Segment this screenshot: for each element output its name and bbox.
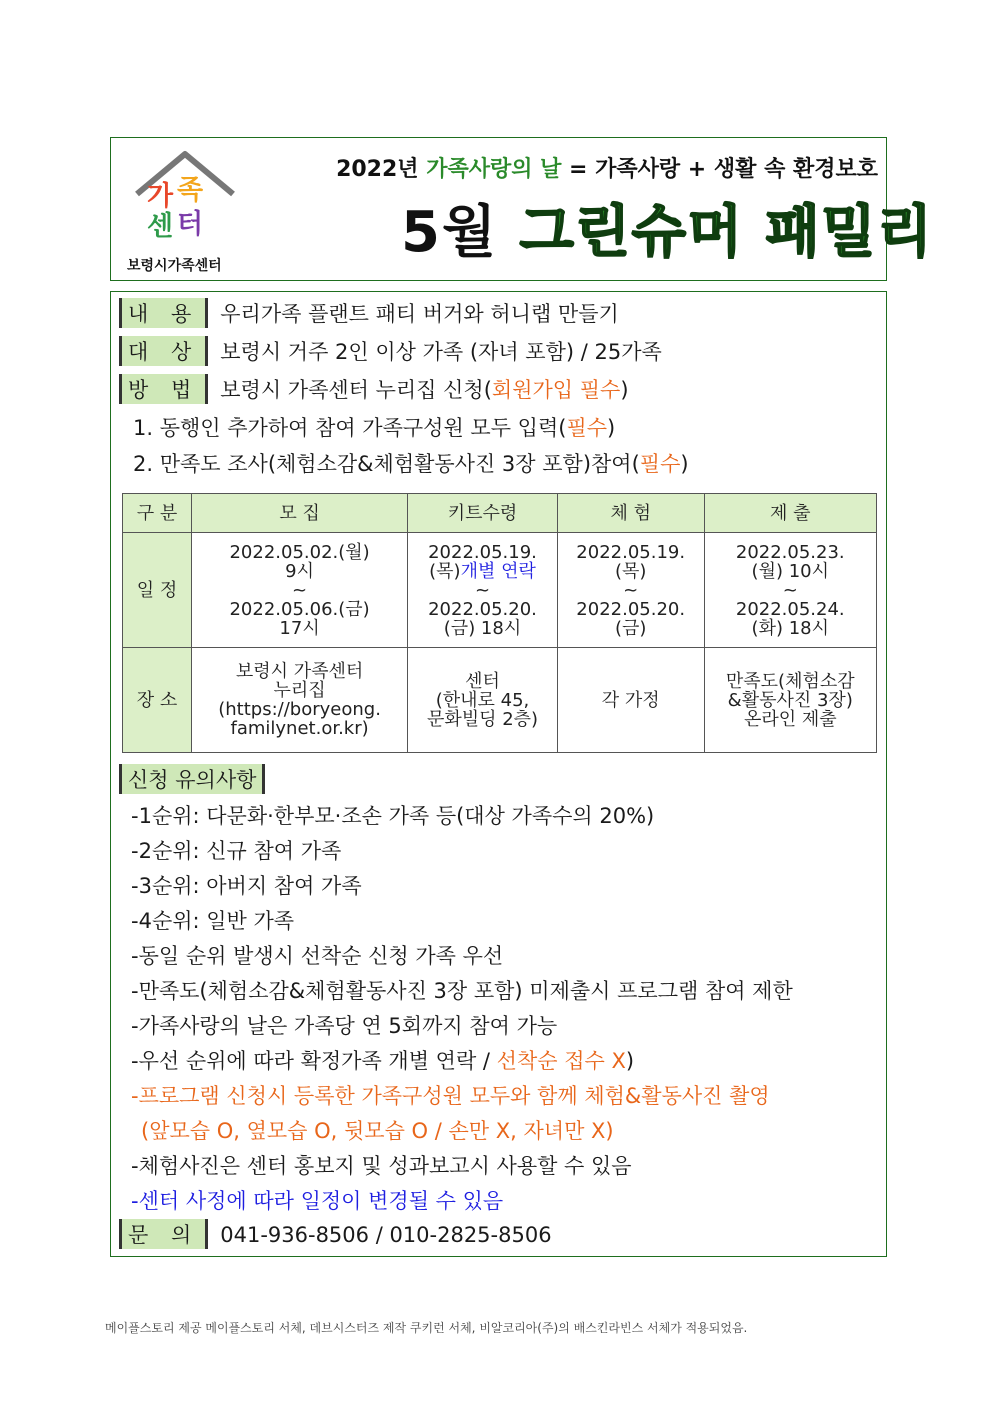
notes-tag: 신청 유의사항: [119, 764, 265, 794]
content-text: 우리가족 플랜트 패티 버거와 허니랩 만들기: [220, 302, 619, 326]
note-schedule-change: -센터 사정에 따라 일정이 변경될 수 있음: [131, 1189, 504, 1213]
place-experience: 각 가정: [557, 648, 704, 753]
table-row-place: [123, 648, 877, 753]
note-item: -만족도(체험소감&체험활동사진 3장 포함) 미제출시 프로그램 참여 제한: [131, 979, 793, 1003]
subtitle-highlight: 가족사랑의 날: [426, 157, 562, 182]
subtitle: [336, 152, 878, 183]
body-box: [110, 291, 887, 1257]
submit-end-time: (화) 18시: [751, 617, 829, 639]
schedule-kit: [408, 533, 558, 648]
contact-phones: 041-936-8506 / 010-2825-8506: [220, 1223, 552, 1247]
header-submit: 제 출: [704, 494, 876, 533]
kit-day: (목): [429, 560, 461, 582]
kit-contact-note: 개별 연락: [460, 560, 536, 582]
logo-char-1: 가: [147, 181, 174, 212]
method-suffix: ): [620, 378, 629, 402]
place-kit-line: 문화빌딩 2층): [426, 708, 539, 730]
method-row: [119, 374, 629, 404]
step1-text: 1. 동행인 추가하여 참여 가족구성원 모두 입력(: [133, 416, 567, 440]
kit-end-date: 2022.05.20.: [428, 598, 537, 620]
place-recruit-url-2: familynet.or.kr): [230, 718, 369, 739]
step2-suffix: ): [680, 452, 689, 476]
place-recruit-line: 보령시 가족센터: [235, 661, 364, 682]
note-photo-2: (앞모습 O, 옆모습 O, 뒷모습 O / 손만 X, 자녀만 X): [141, 1119, 614, 1143]
header-category: 구 분: [123, 494, 192, 533]
submit-start-time: (월) 10시: [751, 560, 829, 582]
kit-start-day: [410, 562, 555, 581]
method-text: 보령시 가족센터 누리집 신청(: [220, 378, 492, 402]
subtitle-rest: = 가족사랑 + 생활 속 환경보호: [561, 157, 878, 182]
logo-char-2: 족: [177, 175, 204, 206]
kit-start-date: 2022.05.19.: [428, 541, 537, 563]
header-recruit: 모 집: [192, 494, 408, 533]
note-item: -1순위: 다문화·한부모·조손 가족 등(대상 가족수의 20%): [131, 804, 655, 828]
recruit-end-date: 2022.05.06.(금): [229, 598, 370, 620]
contact-row: [119, 1219, 552, 1249]
place-submit: [704, 648, 876, 753]
title-main: 그린슈머 패밀리: [519, 200, 934, 265]
method-step-2: [133, 448, 689, 478]
schedule-label: 일 정: [123, 533, 192, 648]
recruit-tilde: ~: [292, 579, 308, 601]
method-tag: 방 법: [119, 374, 208, 404]
exp-tilde: ~: [623, 579, 639, 601]
recruit-start-date: 2022.05.02.(월): [229, 541, 370, 563]
exp-start-day: (목): [614, 560, 647, 582]
subtitle-year: 2022년: [336, 157, 427, 182]
schedule-experience: [557, 533, 704, 648]
schedule-table: [122, 493, 877, 753]
target-row: [119, 336, 662, 366]
recruit-end-time: 17시: [279, 617, 320, 639]
note-item: -가족사랑의 날은 가족당 연 5회까지 참여 가능: [131, 1014, 558, 1038]
table-row-schedule: [123, 533, 877, 648]
font-credit-footer: 메이플스토리 제공 메이플스토리 서체, 데브시스터즈 제작 쿠키런 서체, 비알코리아(주)의 배스킨라빈스 서체가 적용되었음.: [105, 1321, 748, 1335]
exp-start-date: 2022.05.19.: [576, 541, 686, 563]
place-recruit-line: 누리집: [273, 680, 326, 701]
kit-end-time: (금) 18시: [443, 617, 522, 639]
priority-suffix: ): [625, 1049, 635, 1073]
place-submit-line: &활동사진 3장): [727, 689, 853, 711]
method-required: 회원가입 필수: [491, 378, 621, 402]
note-photo-1: -프로그램 신청시 등록한 가족구성원 모두와 함께 체험&활동사진 촬영: [131, 1084, 770, 1108]
contact-tag: 문 의: [119, 1219, 208, 1249]
step2-required: 필수: [639, 452, 681, 476]
schedule-recruit: [192, 533, 408, 648]
title-month: 5월: [401, 200, 499, 265]
logo-char-3: 센: [147, 211, 174, 242]
content-tag: 내 용: [119, 298, 208, 328]
content-row: [119, 298, 619, 328]
priority-text: -우선 순위에 따라 확정가족 개별 연락 /: [131, 1049, 497, 1073]
exp-end-date: 2022.05.20.: [576, 598, 686, 620]
note-item: -2순위: 신규 참여 가족: [131, 839, 342, 863]
logo-char-4: 터: [177, 209, 204, 240]
submit-start-date: 2022.05.23.: [735, 541, 845, 563]
method-step-1: [133, 412, 615, 442]
step2-text: 2. 만족도 조사(체험소감&체험활동사진 3장 포함)참여(: [133, 452, 640, 476]
note-item: -3순위: 아버지 참여 가족: [131, 874, 362, 898]
note-item: -동일 순위 발생시 선착순 신청 가족 우선: [131, 944, 504, 968]
place-submit-line: 만족도(체험소감: [725, 670, 855, 692]
submit-tilde: ~: [782, 579, 798, 601]
table-header-row: [123, 494, 877, 533]
step1-suffix: ): [607, 416, 616, 440]
notes-heading: [119, 764, 277, 794]
logo: [125, 148, 243, 273]
place-submit-line: 온라인 제출: [743, 708, 837, 730]
header-experience: 체 험: [557, 494, 704, 533]
target-text: 보령시 거주 2인 이상 가족 (자녀 포함) / 25가족: [220, 340, 662, 364]
place-kit-line: (한내로 45,: [435, 689, 530, 711]
note-priority: [131, 1045, 634, 1075]
submit-end-date: 2022.05.24.: [735, 598, 845, 620]
logo-caption: 보령시가족센터: [127, 258, 222, 274]
place-label: 장 소: [123, 648, 192, 753]
place-recruit: [192, 648, 408, 753]
header-box: [110, 137, 934, 281]
page-title: [401, 188, 934, 268]
note-item: -4순위: 일반 가족: [131, 909, 295, 933]
priority-orange: 선착순 접수 X: [496, 1049, 626, 1073]
place-kit-line: 센터: [465, 670, 500, 692]
header-kit: 키트수령: [408, 494, 558, 533]
place-kit: [408, 648, 558, 753]
kit-tilde: ~: [474, 579, 491, 601]
target-tag: 대 상: [119, 336, 208, 366]
place-recruit-url-1: (https://boryeong.: [218, 699, 381, 720]
note-photo-use: -체험사진은 센터 홍보지 및 성과보고시 사용할 수 있음: [131, 1154, 632, 1178]
exp-end-day: (금): [614, 617, 647, 639]
step1-required: 필수: [566, 416, 608, 440]
schedule-submit: [704, 533, 876, 648]
recruit-start-time: 9시: [285, 560, 314, 582]
